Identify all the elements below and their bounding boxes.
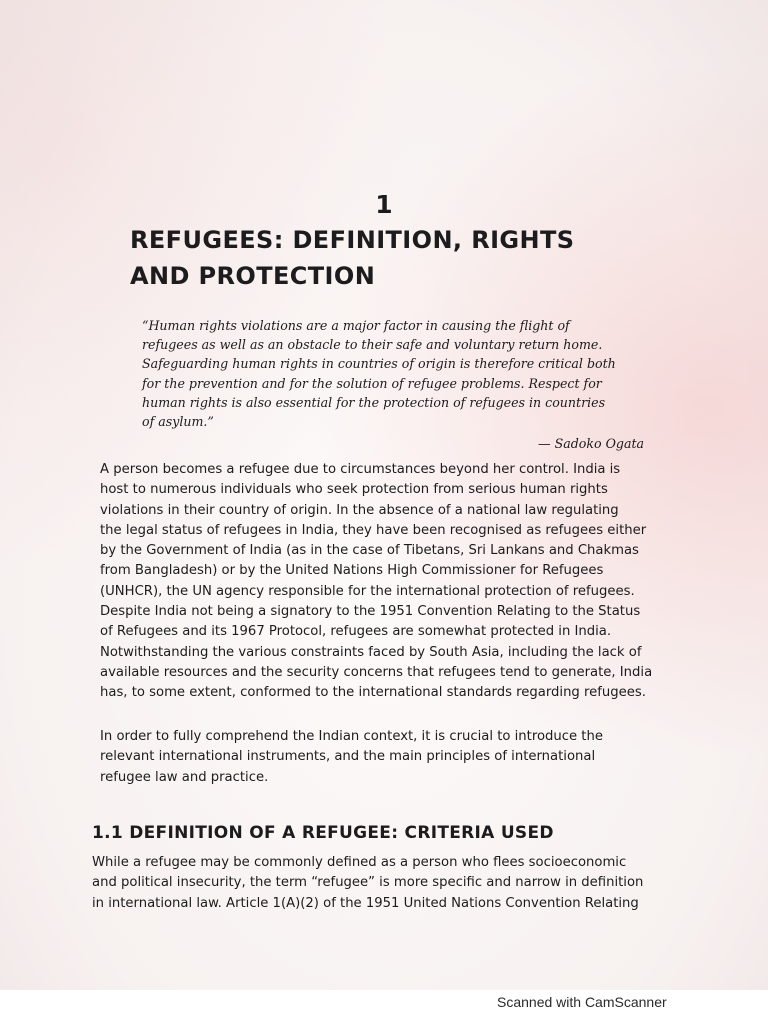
epigraph-line: for the prevention and for the solution of refugee problems. Respect for: [142, 375, 602, 391]
section-paragraph: [92, 853, 692, 914]
paragraph-line: available resources and the security concerns that refugees tend to generate, India: [100, 664, 653, 680]
body-paragraph-2: [100, 727, 692, 788]
scanner-watermark: Scanned with CamScanner: [497, 994, 667, 1010]
paragraph-line: has, to some extent, conformed to the international standards regarding refugees.: [100, 685, 646, 701]
paragraph-line: by the Government of India (as in the case of Tibetans, Sri Lankans and Chakmas: [100, 543, 639, 559]
epigraph-line: refugees as well as an obstacle to their safe and voluntary return home.: [142, 337, 603, 353]
paragraph-line: from Bangladesh) or by the United Nations High Commissioner for Refugees: [100, 563, 604, 579]
paragraph-line: host to numerous individuals who seek protection from serious human rights: [100, 482, 608, 498]
epigraph-line: “Human rights violations are a major factor in causing the flight of: [142, 318, 570, 333]
paragraph-line: refugee law and practice.: [100, 769, 269, 785]
section-heading: 1.1 DEFINITION OF A REFUGEE: CRITERIA USED: [92, 823, 554, 843]
epigraph-attribution: — Sadoko Ogata: [538, 436, 645, 451]
paragraph-line: of Refugees and its 1967 Protocol, refugees are somewhat protected in India.: [100, 624, 612, 640]
paragraph-line: Notwithstanding the various constraints faced by South Asia, including the lack of: [100, 644, 642, 660]
paragraph-line: the legal status of refugees in India, they have been recognised as refugees either: [100, 522, 647, 538]
chapter-title-line-2: AND PROTECTION: [130, 262, 376, 290]
epigraph-line: human rights is also essential for the protection of refugees in countries: [142, 394, 606, 410]
epigraph-quote: [142, 316, 662, 431]
chapter-number: 1: [375, 190, 393, 219]
paragraph-line: Despite India not being a signatory to the 1951 Convention Relating to the Status: [100, 604, 641, 620]
body-paragraph-1: [100, 460, 692, 704]
epigraph-line: Safeguarding human rights in countries of origin is therefore critical both: [142, 356, 616, 372]
paragraph-line: and political insecurity, the term “refugee” is more specific and narrow in definition: [92, 875, 644, 891]
paragraph-line: in international law. Article 1(A)(2) of the 1951 United Nations Convention Relating: [92, 895, 639, 911]
paragraph-line: violations in their country of origin. In the absence of a national law regulating: [100, 502, 619, 518]
chapter-title: [130, 222, 670, 294]
chapter-title-line-1: REFUGEES: DEFINITION, RIGHTS: [130, 226, 575, 254]
paragraph-line: A person becomes a refugee due to circumstances beyond her control. India is: [100, 462, 621, 477]
paragraph-line: (UNHCR), the UN agency responsible for the international protection of refugees.: [100, 583, 635, 599]
epigraph-line: of asylum.”: [142, 414, 214, 430]
paragraph-line: While a refugee may be commonly defined as a person who flees socioeconomic: [92, 855, 627, 870]
paragraph-line: relevant international instruments, and the main principles of international: [100, 749, 596, 765]
paragraph-line: In order to fully comprehend the Indian context, it is crucial to introduce the: [100, 729, 603, 744]
